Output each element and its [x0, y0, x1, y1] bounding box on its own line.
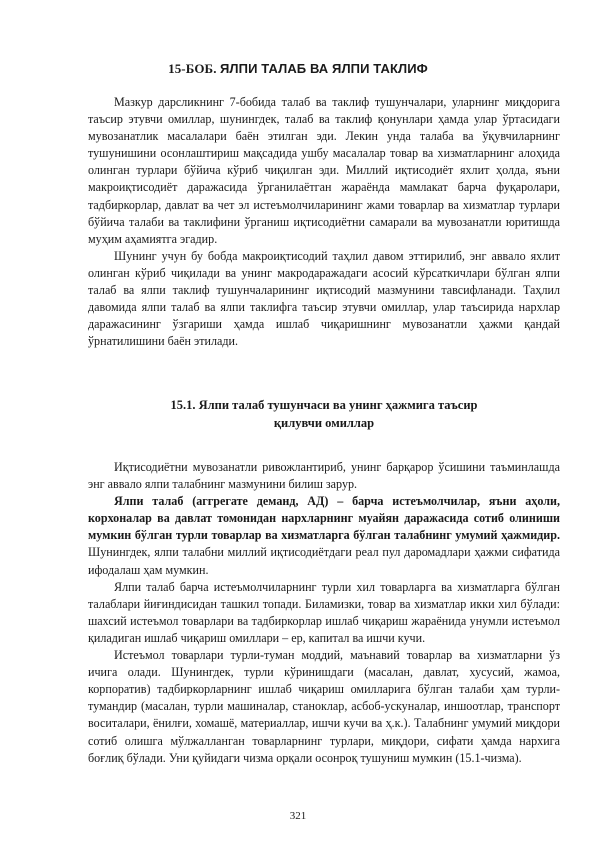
- section-title-line-1: 15.1. Ялпи талаб тушунчаси ва унинг ҳажмига таъсир: [170, 398, 478, 412]
- intro-paragraph-1: Мазкур дарсликнинг 7-бобида талаб ва таклиф тушунчалари, уларнинг миқдорига таъсир этувчи омиллар, шунингдек, талаб ва таклиф қонунлари ҳамда улар ўртасидаги мувозанатлик масалалари баён этилган эди. Лекин унда талаба ва ўқувчиларнинг тушунишини осонлаштириш мақсадида ушбу масалалар товар ва хизматларнинг алоҳида олинган турлари бўйича кўриб чиқилган эди. Миллий иқтисодиёт яхлит ҳолда, яъни макроиқтисодиёт даражасида ўрганилаётган жараёнда мамлакат барча фуқаролари, тадбиркорлар, давлат ва чет эл истеъмолчиларининг жами товарлар ва хизматлар турлари бўйича талаби ва таклифини ўрганиш иқтисодиётни самарали ва мувозанатли юритишда муҳим аҳамиятга эгадир.: [88, 95, 560, 246]
- section-paragraph-4: Истеъмол товарлари турли-туман моддий, маънавий товарлар ва хизматларни ўз ичига олади. Шунингдек, турли кўринишдаги (масалан, давлат, хусусий, жамоа, корпоратив) тадбиркорларнинг ишлаб чиқариш омилларига бўлган талаби ҳам турли-тумандир (масалан, турли машиналар, станоклар, асбоб-ускуналар, иншоотлар, транспорт воситалари, ёнилғи, хомашё, материаллар, ишчи кучи ва ҳ.к.). Талабнинг умумий миқдори сотиб олишга мўлжалланган товарларнинг турлари, миқдори, сифати ҳамда нархига боғлиқ бўлади. Уни қуйидаги чизма орқали осонроқ тушуниш мумкин (15.1-чизма).: [88, 648, 560, 765]
- intro-text: [88, 94, 560, 350]
- definition-rest-text: Шунингдек, ялпи талабни миллий иқтисодиётдаги реал пул даромадлари ҳажми сифатида ифодалаш ҳам мумкин.: [88, 545, 560, 577]
- section-paragraph-3: Ялпи талаб барча истеъмолчиларнинг турли хил товарларга ва хизматларга бўлган талаблари йиғиндисидан ташкил топади. Биламизки, товар ва хизматлар икки хил бўлади: шахсий истеъмол товарлари ва тадбиркорлар ишлаб чиқариш жараёнида унумли истеъмол қиладиган ишлаб чиқариш омиллари – ер, капитал ва ишчи кучи.: [88, 579, 560, 645]
- section-paragraph-1: Иқтисодиётни мувозанатли ривожлантириб, унинг барқарор ўсишини таъминлашда энг аввало ялпи талабнинг мазмунини билиш зарур.: [88, 460, 560, 492]
- chapter-number: 15-БОБ.: [168, 61, 217, 76]
- section-title: [88, 396, 560, 432]
- section-text: [88, 459, 560, 767]
- chapter-title: [88, 61, 508, 77]
- definition-paragraph: [88, 493, 560, 578]
- intro-paragraph-2: Шунинг учун бу бобда макроиқтисодий таҳлил давом эттирилиб, энг аввало яхлит олинган кўриб чиқилади ва унинг макродаражадаги асосий кўрсаткичлари бўлган ялпи талаб ва ялпи таклиф тушунчаларининг иқтисодий мазмунини тавсифланади. Таҳлил давомида ялпи талаб ва ялпи таклифга таъсир этувчи омиллар, улар таъсирида нархлар даражасининг ўзгариши ҳамда ишлаб чиқаришнинг мувозанатли ҳажми қандай ўрнатилишини баён этилади.: [88, 248, 560, 349]
- definition-bold-text: Ялпи талаб (аггрегате деманд, АД) – барча истеъмолчилар, яъни аҳоли, корхоналар ва давлат томонидан нархларнинг муайян даражасида сотиб олиниши мумкин бўлган турли товарлар ва хизматларга бўлган талабнинг умумий ҳажмидир.: [88, 494, 560, 543]
- chapter-heading: ЯЛПИ ТАЛАБ ВА ЯЛПИ ТАКЛИФ: [219, 61, 428, 76]
- section-title-line-2: қилувчи омиллар: [273, 416, 375, 430]
- page-number: 321: [289, 810, 307, 822]
